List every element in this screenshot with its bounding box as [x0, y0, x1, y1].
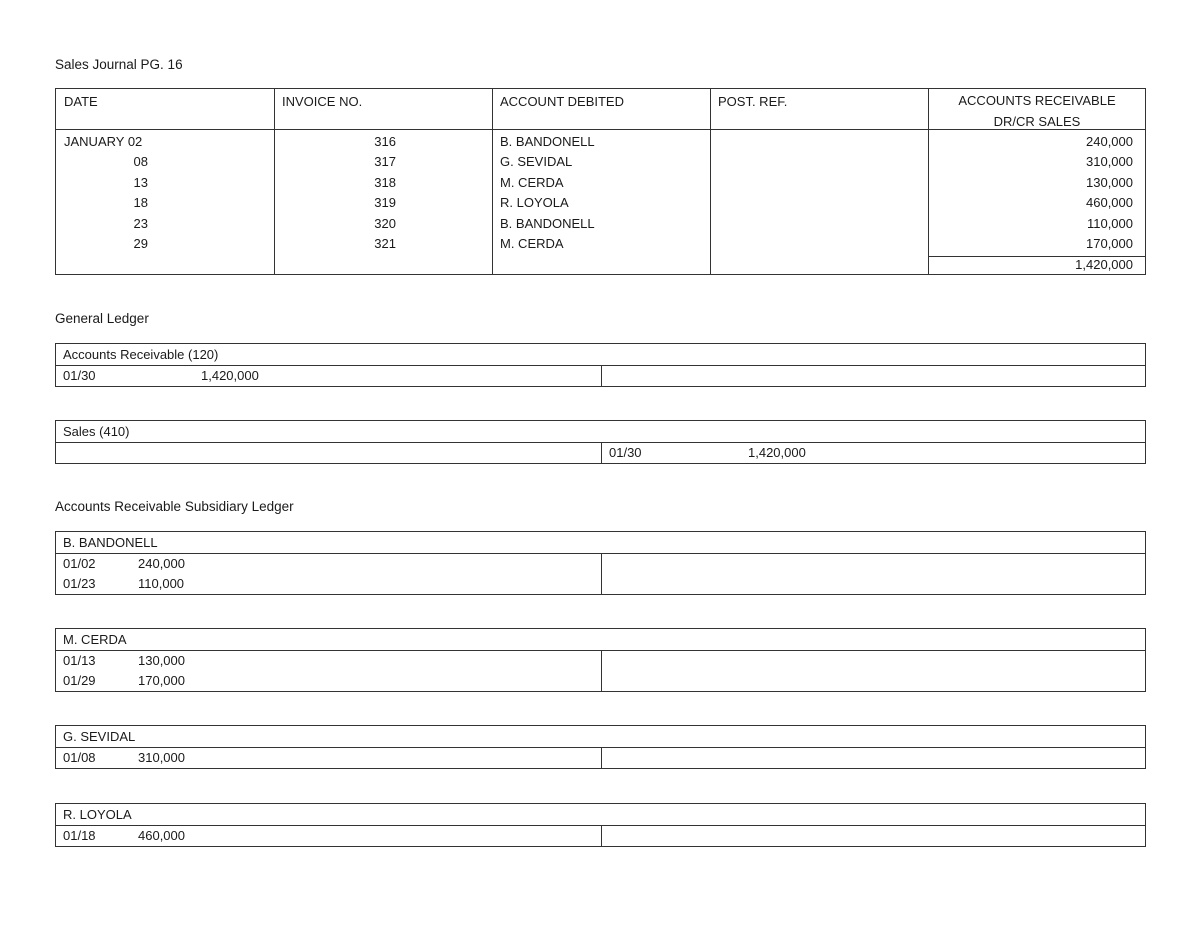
row-account: R. LOYOLA — [500, 195, 569, 210]
entry-date: 01/23 — [63, 576, 96, 591]
row-amount: 110,000 — [1086, 216, 1133, 231]
entry-date: 01/30 — [609, 445, 642, 460]
row-amount: 310,000 — [1086, 154, 1133, 169]
row-account: B. BANDONELL — [500, 134, 595, 149]
entry-date: 01/13 — [63, 653, 96, 668]
entry-date: 01/08 — [63, 750, 96, 765]
general-ledger-title: General Ledger — [55, 311, 149, 326]
row-date: 29 — [133, 236, 148, 251]
entry-amount: 130,000 — [138, 653, 185, 668]
row-date: 08 — [133, 154, 148, 169]
sales-journal-table — [55, 88, 1146, 275]
account-name: Accounts Receivable (120) — [56, 344, 1145, 366]
entry-amount: 110,000 — [138, 576, 185, 591]
sales-journal-title: Sales Journal PG. 16 — [55, 57, 183, 72]
row-invoice: 317 — [374, 154, 396, 169]
row-date: JANUARY 02 — [64, 134, 143, 149]
row-date: 13 — [133, 175, 148, 190]
subsidiary-account-sevidal — [55, 725, 1146, 769]
row-date: 23 — [133, 216, 148, 231]
row-date: 18 — [133, 195, 148, 210]
entry-amount: 170,000 — [138, 673, 185, 688]
subsidiary-ledger-title: Accounts Receivable Subsidiary Ledger — [55, 499, 294, 514]
row-amount: 460,000 — [1086, 195, 1133, 210]
row-account: M. CERDA — [500, 175, 564, 190]
header-account-debited: ACCOUNT DEBITED — [500, 94, 624, 109]
row-invoice: 316 — [374, 134, 396, 149]
header-amount-line1: ACCOUNTS RECEIVABLE — [958, 93, 1116, 108]
row-account: G. SEVIDAL — [500, 154, 573, 169]
header-amount-line2: DR/CR SALES — [993, 114, 1081, 129]
entry-amount: 1,420,000 — [201, 368, 259, 383]
ledger-sales — [55, 420, 1146, 464]
account-name: G. SEVIDAL — [56, 726, 1145, 748]
subsidiary-account-cerda — [55, 628, 1146, 692]
account-name: B. BANDONELL — [56, 532, 1145, 554]
journal-total: 1,420,000 — [1075, 257, 1133, 272]
row-amount: 130,000 — [1086, 175, 1133, 190]
entry-amount: 460,000 — [138, 828, 185, 843]
entry-date: 01/29 — [63, 673, 96, 688]
entry-amount: 1,420,000 — [748, 445, 806, 460]
row-invoice: 319 — [374, 195, 396, 210]
row-amount: 170,000 — [1086, 236, 1133, 251]
header-date: DATE — [64, 94, 98, 109]
row-amount: 240,000 — [1086, 134, 1133, 149]
row-invoice: 321 — [374, 236, 396, 251]
ledger-accounts-receivable — [55, 343, 1146, 387]
entry-date: 01/30 — [63, 368, 96, 383]
account-name: R. LOYOLA — [56, 804, 1145, 826]
subsidiary-account-bandonell — [55, 531, 1146, 595]
entry-amount: 240,000 — [138, 556, 185, 571]
account-name: M. CERDA — [56, 629, 1145, 651]
entry-date: 01/18 — [63, 828, 96, 843]
row-invoice: 320 — [374, 216, 396, 231]
account-name: Sales (410) — [56, 421, 1145, 443]
subsidiary-account-loyola — [55, 803, 1146, 847]
row-invoice: 318 — [374, 175, 396, 190]
row-account: B. BANDONELL — [500, 216, 595, 231]
entry-date: 01/02 — [63, 556, 96, 571]
header-post-ref: POST. REF. — [718, 94, 788, 109]
row-account: M. CERDA — [500, 236, 564, 251]
entry-amount: 310,000 — [138, 750, 185, 765]
header-invoice: INVOICE NO. — [282, 94, 363, 109]
